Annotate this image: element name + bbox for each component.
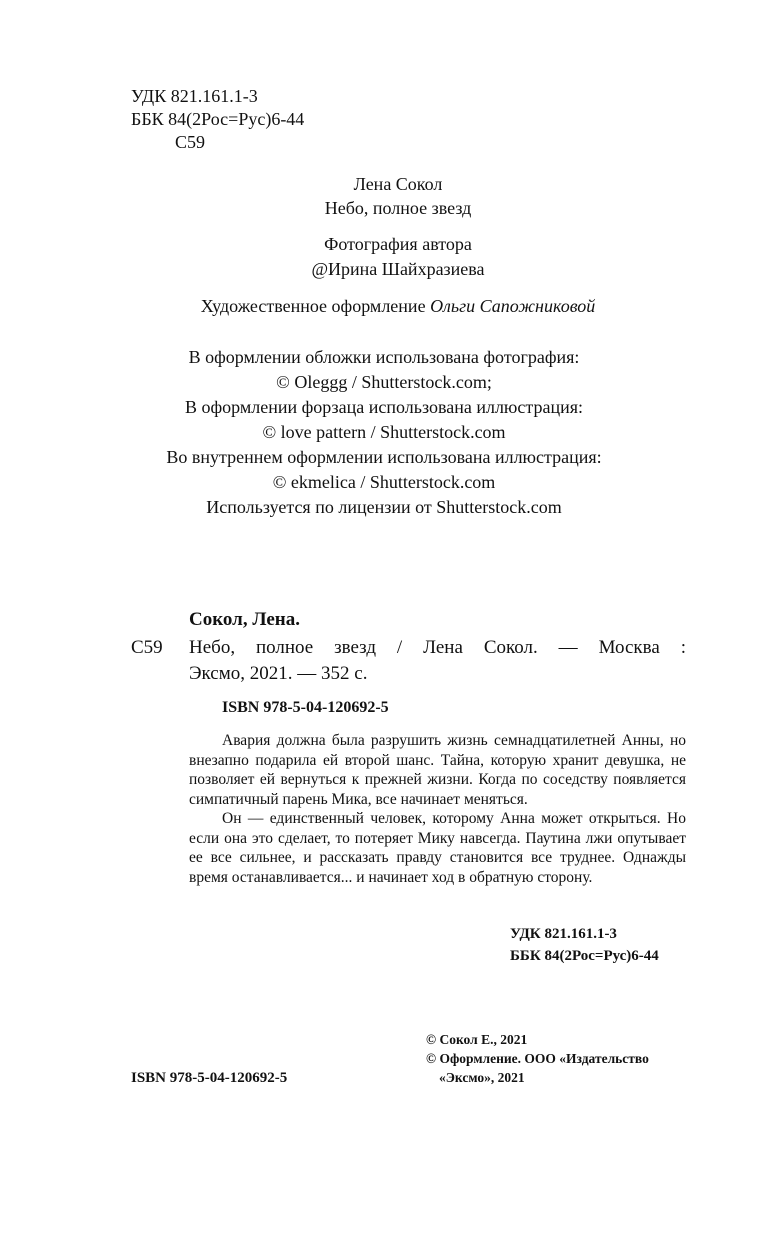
image-credit-line: Во внутреннем оформлении использована иллюстрация: xyxy=(166,447,602,467)
annotation xyxy=(189,731,686,887)
credits-author: Лена Сокол xyxy=(353,174,443,194)
bib-description-line-2: Эксмо, 2021. — 352 с. xyxy=(189,663,368,684)
bbk-code-top: ББК 84(2Рос=Рус)6-44 xyxy=(131,109,305,129)
photo-credit: @Ирина Шайхразиева xyxy=(311,259,485,279)
copyright-design-cont: «Эксмо», 2021 xyxy=(439,1070,525,1085)
annotation-paragraph-1: Авария должна была разрушить жизнь семнадцатилетней Анны, но внезапно подарила ей второй шанс. Тайна, которую хранит девушка, не позволяет ей вернуться к прежней жизни. Когда по соседству появляется симпатичный парень Мика, все начинает меняться. xyxy=(189,732,686,808)
isbn-bottom: ISBN 978-5-04-120692-5 xyxy=(131,1070,288,1086)
udk-code-bottom: УДК 821.161.1-3 xyxy=(510,926,617,942)
design-label: Художественное оформление xyxy=(200,296,431,316)
image-credit-line: В оформлении форзаца использована иллюстрация: xyxy=(184,397,583,417)
credits-title: Небо, полное звезд xyxy=(324,198,472,218)
image-credit-line: © love pattern / Shutterstock.com xyxy=(262,422,506,442)
bib-author-sign: С59 xyxy=(131,637,163,658)
image-credit-line: © ekmelica / Shutterstock.com xyxy=(272,472,496,492)
udk-code-top: УДК 821.161.1-3 xyxy=(131,86,258,106)
image-credit-line: © Oleggg / Shutterstock.com; xyxy=(276,372,492,392)
bib-isbn: ISBN 978-5-04-120692-5 xyxy=(222,699,389,716)
copyright-author: © Сокол Е., 2021 xyxy=(426,1032,528,1047)
author-sign-top: С59 xyxy=(175,132,206,152)
design-name: Ольги Сапожниковой xyxy=(430,296,596,316)
photo-label: Фотография автора xyxy=(324,234,472,254)
image-credit-line: В оформлении обложки использована фотография: xyxy=(188,347,580,367)
annotation-paragraph-2: Он — единственный человек, которому Анна может открыться. Но если она это сделает, то потеряет Мику навсегда. Паутина лжи опутывает ее все сильнее, и рассказать правду становится все труднее. Однажды время останавливается... и начинает ход в обратную сторону. xyxy=(189,810,686,886)
copyright-design: © Оформление. ООО «Издательство xyxy=(426,1051,649,1066)
bib-author-heading: Сокол, Лена. xyxy=(189,609,300,630)
bib-description-line-1: Небо, полное звезд / Лена Сокол. — Москва : xyxy=(189,637,686,658)
bbk-code-bottom: ББК 84(2Рос=Рус)6-44 xyxy=(510,948,659,964)
design-credit xyxy=(14,294,768,318)
image-credit-line: Используется по лицензии от Shutterstock.com xyxy=(206,497,562,517)
